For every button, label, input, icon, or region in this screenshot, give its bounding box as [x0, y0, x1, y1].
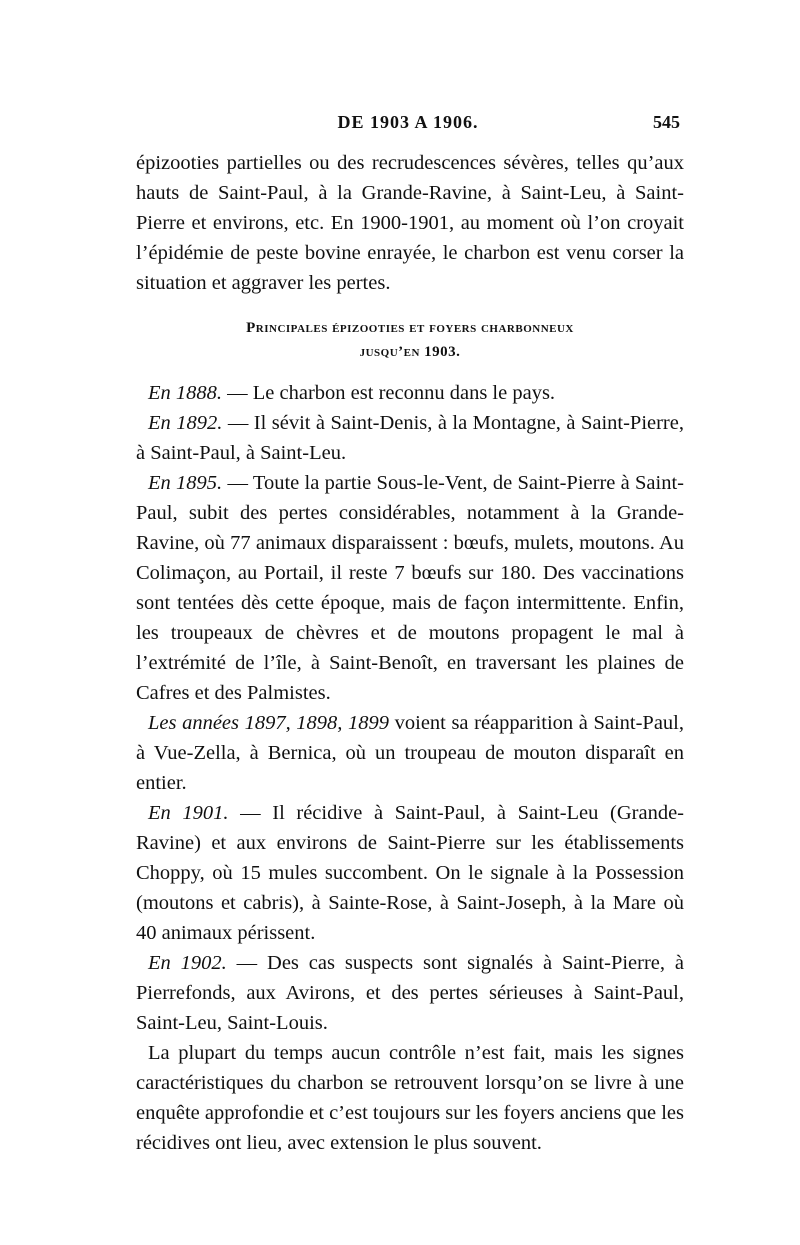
intro-paragraph: épizooties partielles ou des recrudescences sévères, telles qu’aux hauts de Saint-Paul, à la Grande-Ravine, à Saint-Leu, à Saint-Pierre et environs, etc. En 1900-1901, au moment où l’on croyait l’épidémie de peste bovine enrayée, le charbon est venu corser la situation et aggraver les pertes.: [136, 152, 684, 294]
entry-date: En 1901.: [148, 802, 229, 824]
running-title: DE 1903 A 1906.: [337, 112, 479, 132]
entry-1888: [136, 378, 684, 408]
page-body: [136, 148, 684, 1158]
section-heading: [136, 316, 684, 364]
page-header: [136, 112, 680, 138]
entry-date: En 1902.: [148, 952, 227, 974]
entry-text: — Des cas suspects sont signalés à Saint-Pierre, à Pierrefonds, aux Avirons, et des pertes sérieuses à Saint-Paul, Saint-Leu, Saint-Louis.: [136, 952, 684, 1034]
entry-date: En 1888.: [148, 382, 223, 404]
entry-date: En 1892.: [148, 412, 223, 434]
entry-text: — Le charbon est reconnu dans le pays.: [222, 382, 556, 404]
page-number: 545: [653, 112, 680, 132]
entry-text: — Il récidive à Saint-Paul, à Saint-Leu (Grande-Ravine) et aux environs de Saint-Pierre sur les établissements Choppy, où 15 mules succombent. On le signale à la Possession (moutons et cabris), à Sainte-Rose, à Saint-Joseph, à la Mare où 40 animaux périssent.: [136, 802, 684, 944]
entry-1901: [136, 798, 684, 948]
entry-text: — Il sévit à Saint-Denis, à la Montagne, à Saint-Pierre, à Saint-Paul, à Saint-Leu.: [136, 412, 684, 464]
section-heading-line-2: jusqu’en 1903.: [359, 344, 461, 360]
entry-1897-1899: [136, 708, 684, 798]
entry-date: Les années 1897, 1898, 1899: [148, 712, 390, 734]
entry-text: voient sa réapparition à Saint-Paul, à Vue-Zella, à Bernica, où un troupeau de mouton disparaît en entier.: [136, 712, 684, 794]
entry-date: En 1895.: [148, 472, 223, 494]
section-heading-line-1: Principales épizooties et foyers charbonneux: [246, 320, 574, 336]
entry-text: — Toute la partie Sous-le-Vent, de Saint-Pierre à Saint-Paul, subit des pertes considérables, notamment à la Grande-Ravine, où 77 animaux disparaissent : bœufs, mulets, moutons. Au Colimaçon, au Portail, il reste 7 bœufs sur 180. Des vaccinations sont tentées dès cette époque, mais de façon intermittente. Enfin, les troupeaux de chèvres et de moutons propagent le mal à l’extrémité de l’île, à Saint-Benoît, en traversant les plaines de Cafres et des Palmistes.: [136, 472, 684, 704]
entry-1902: [136, 948, 684, 1038]
closing-paragraph: La plupart du temps aucun contrôle n’est fait, mais les signes caractéristiques du charbon se retrouvent lorsqu’on se livre à une enquête approfondie et c’est toujours sur les foyers anciens que les récidives ont lieu, avec extension le plus souvent.: [136, 1042, 684, 1154]
entry-1892: [136, 408, 684, 468]
entry-1895: [136, 468, 684, 708]
